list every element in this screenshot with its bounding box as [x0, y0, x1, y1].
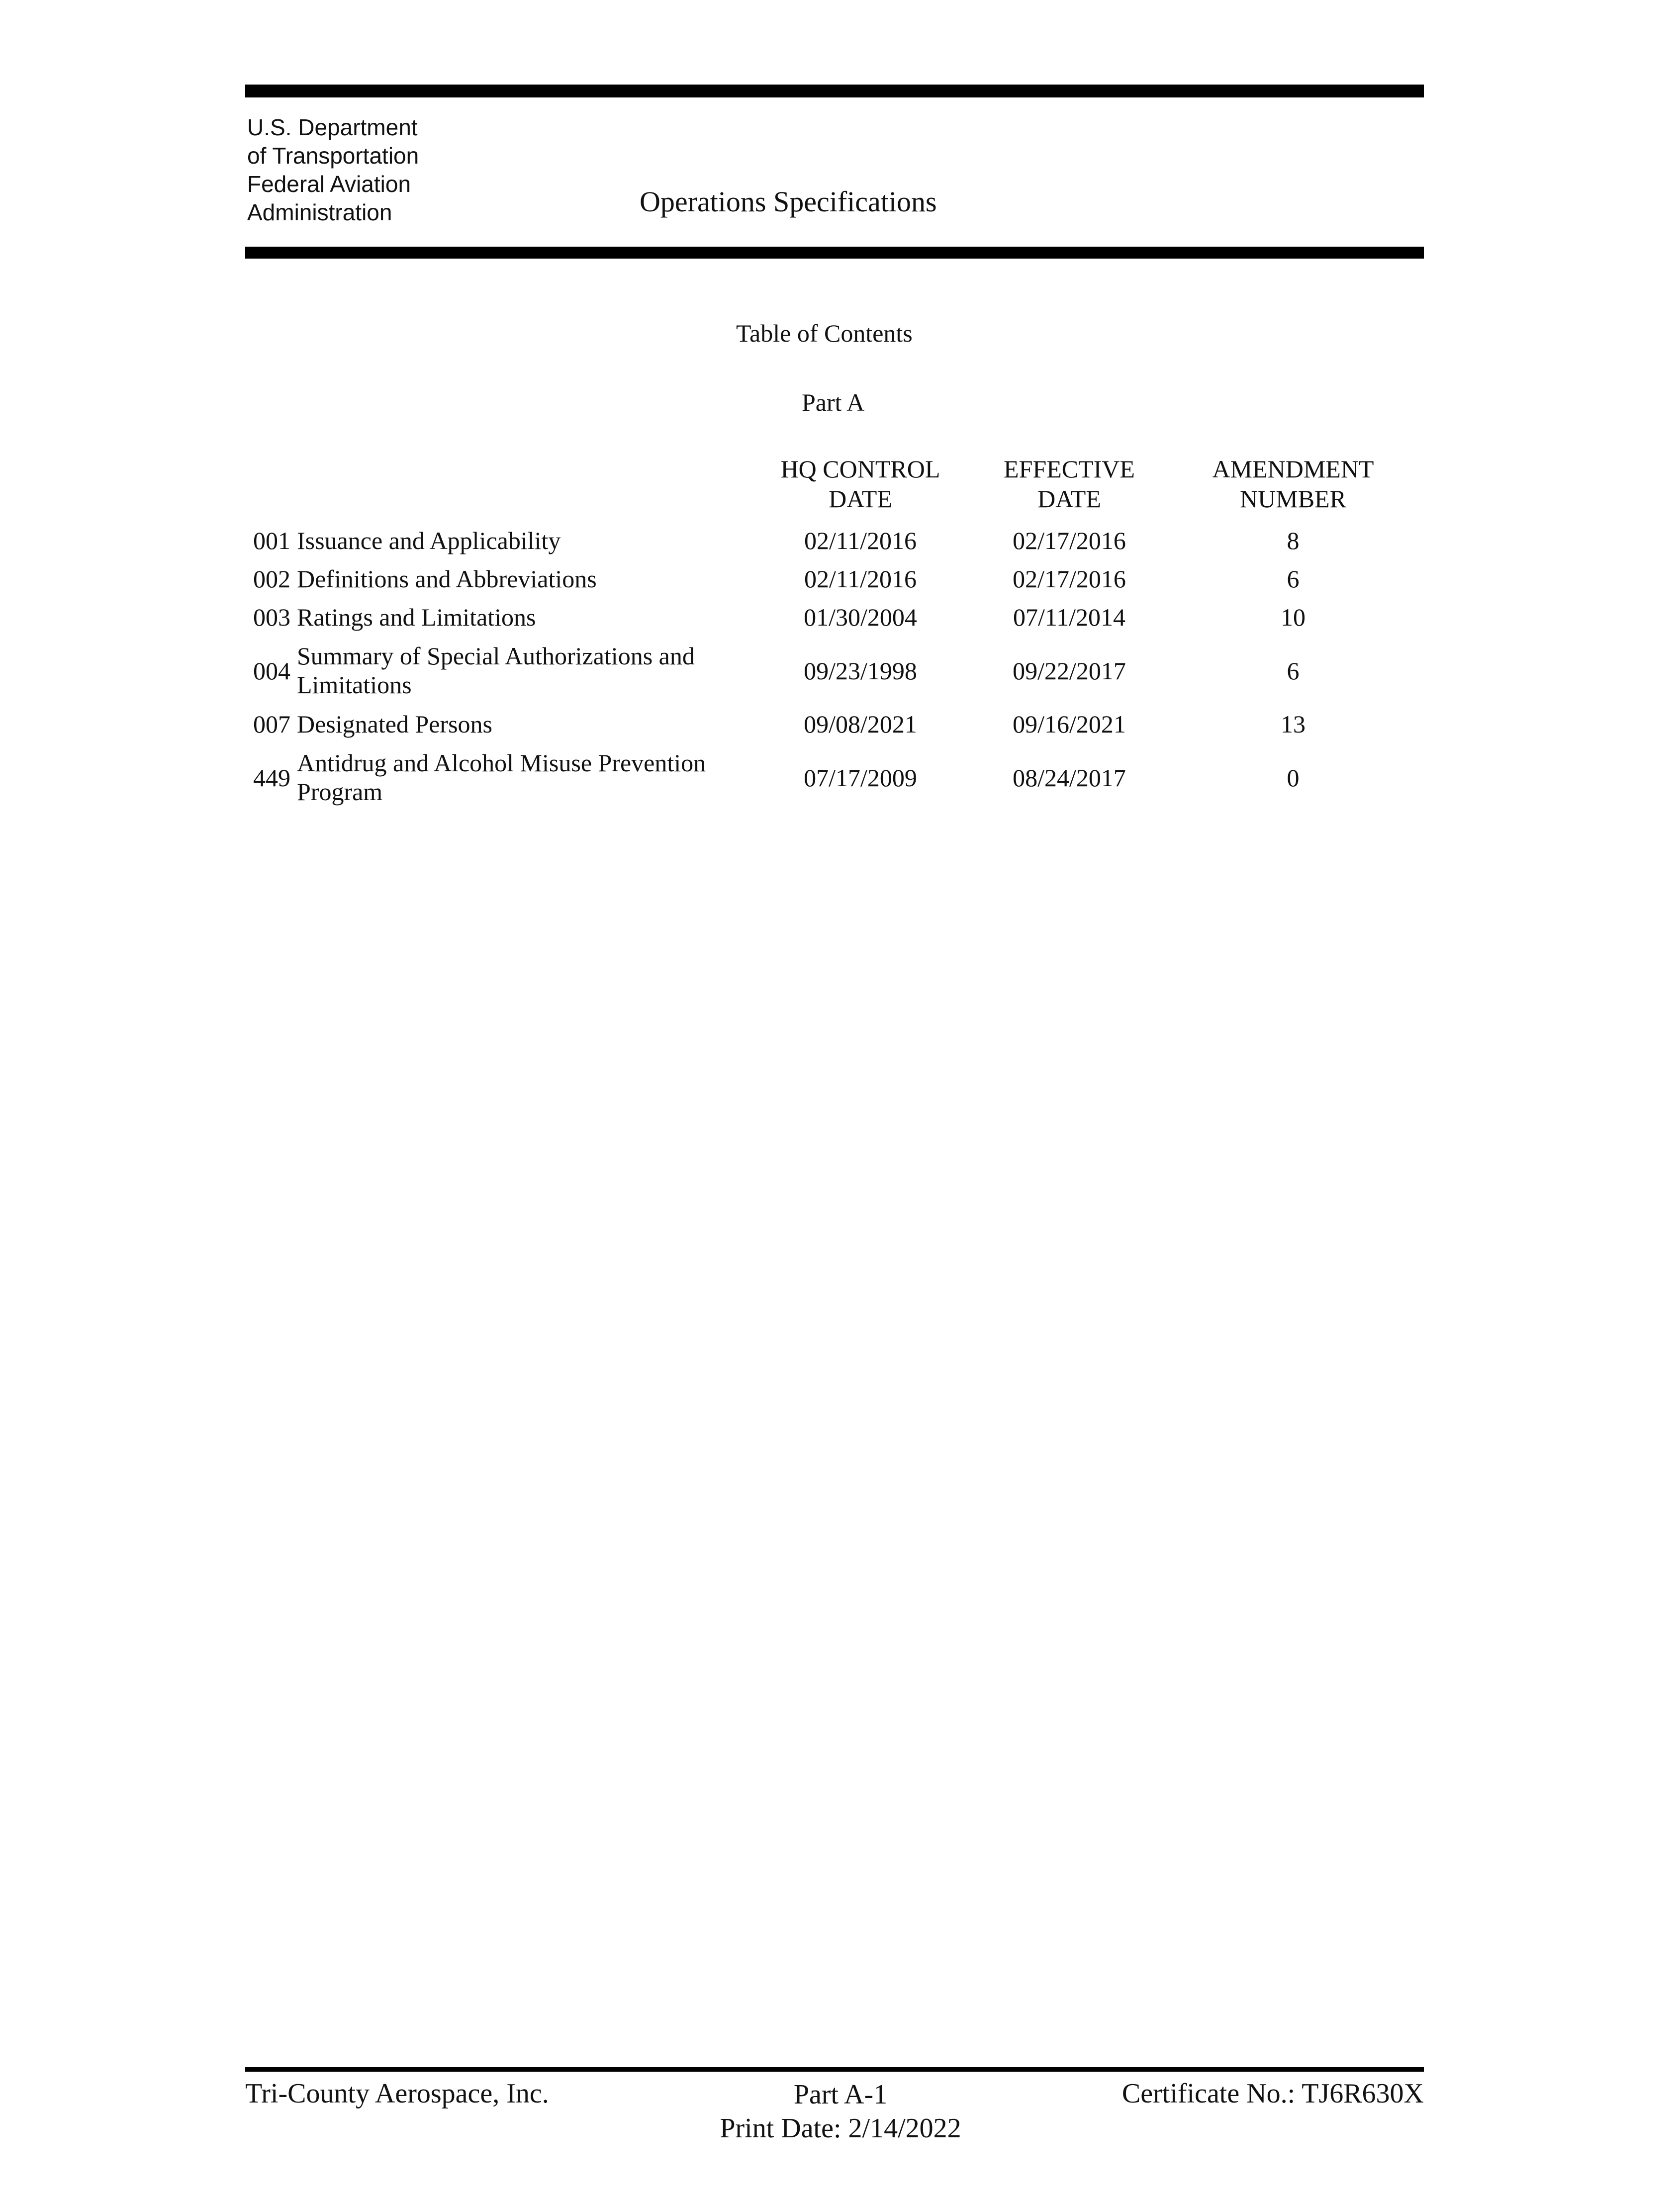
amendment-number: 13 [1281, 710, 1306, 738]
header-bottom-rule [245, 247, 1424, 259]
column-header-hq-control-date: HQ CONTROL DATE [780, 455, 940, 513]
page-info [666, 2078, 1015, 2145]
agency-line: Administration [247, 199, 392, 225]
paragraph-title: Designated Persons [297, 710, 492, 738]
paragraph-title: Issuance and Applicability [297, 527, 561, 554]
agency-line: of Transportation [247, 143, 419, 169]
print-date: Print Date: 2/14/2022 [720, 2113, 961, 2144]
amendment-number: 0 [1287, 764, 1300, 792]
effective-date: 02/17/2016 [1013, 565, 1126, 593]
footer-rule [245, 2067, 1424, 2072]
effective-date: 07/11/2014 [1013, 603, 1125, 631]
paragraph-number: 003 [253, 603, 290, 631]
part-title: Part A [802, 388, 865, 416]
amendment-number: 6 [1287, 565, 1300, 593]
paragraph-title: Summary of Special Authorizations and Limitations [297, 642, 695, 699]
hq-control-date: 02/11/2016 [804, 527, 917, 554]
hq-control-date: 01/30/2004 [804, 603, 917, 631]
agency-name [247, 113, 419, 227]
company-name: Tri-County Aerospace, Inc. [245, 2078, 549, 2109]
page-number: Part A-1 [793, 2079, 888, 2110]
paragraph-number: 007 [253, 710, 290, 738]
column-header-amendment-number: AMENDMENT NUMBER [1212, 455, 1374, 513]
paragraph-title: Ratings and Limitations [297, 603, 536, 631]
agency-line: Federal Aviation [247, 171, 411, 197]
agency-line: U.S. Department [247, 114, 418, 140]
effective-date: 08/24/2017 [1013, 764, 1126, 792]
paragraph-title: Definitions and Abbreviations [297, 565, 597, 593]
column-header-effective-date: EFFECTIVE DATE [1004, 455, 1135, 513]
paragraph-number: 001 [253, 527, 290, 554]
toc-title: Table of Contents [736, 319, 913, 347]
hq-control-date: 07/17/2009 [804, 764, 917, 792]
certificate-number: Certificate No.: TJ6R630X [1121, 2078, 1424, 2109]
amendment-number: 8 [1287, 527, 1300, 554]
effective-date: 09/16/2021 [1013, 710, 1126, 738]
header-top-rule [245, 85, 1424, 97]
amendment-number: 10 [1281, 603, 1306, 631]
paragraph-number: 449 [253, 764, 290, 792]
paragraph-number: 002 [253, 565, 290, 593]
paragraph-number: 004 [253, 657, 290, 685]
document-title: Operations Specifications [640, 185, 937, 218]
hq-control-date: 09/08/2021 [804, 710, 917, 738]
hq-control-date: 02/11/2016 [804, 565, 917, 593]
amendment-number: 6 [1287, 657, 1300, 685]
hq-control-date: 09/23/1998 [804, 657, 917, 685]
effective-date: 02/17/2016 [1013, 527, 1126, 554]
paragraph-title: Antidrug and Alcohol Misuse Prevention Program [297, 749, 706, 806]
effective-date: 09/22/2017 [1013, 657, 1126, 685]
